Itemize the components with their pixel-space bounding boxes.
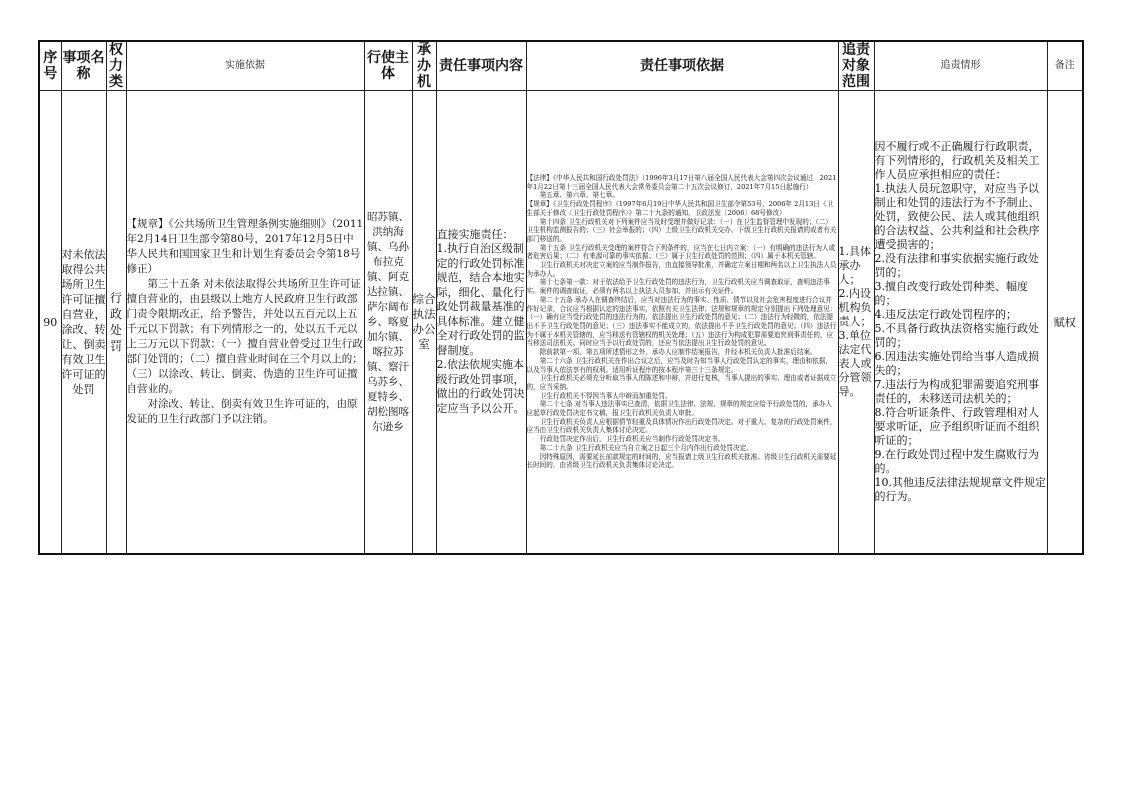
resp-line: 第十七条第一款：对于依法给予卫生行政处罚的违法行为，卫生行政机关应当调查取证，查明违法事实。案件的调查取证，必须有两名以上执法人员参加，并出示有关证件。 [526,278,830,296]
target-line: 3.单位法定代表人或分管领导。 [838,329,872,398]
row-type: 行政处罚 [106,91,126,555]
resp-line: 第五章、第六章、第七章。 [539,191,619,200]
header-content: 责任事项内容 [436,41,526,91]
cases-line: 因不履行或不正确履行行政职责，有下列情形的，行政机关及相关工作人员应承担相应的责任： [874,140,1040,181]
target-line: 2.内设机构负责人； [838,287,872,328]
resp-line: 第二十六条 卫生行政机关在作出合议之后，应当及时告知当事人行政处罚认定的事实、理由和依据，以及当事人依法享有的权利。适用听证程序的按本程序第三十三条规定。 [526,356,832,374]
basis-line: 第三十五条 对未依法取得公共场所卫生许可证擅自营业的，由县级以上地方人民政府卫生行政部门责令限期改正，给予警告，并处以五百元以上五千元以下罚款；有下列情形之一的，处以五千元以上三万元以下罚款：（一）擅自营业曾受过卫生行政部门处罚的；（二）擅自营业时间在三个月以上的；（三）以涂改、转让、倒卖、伪造的卫生许可证擅自营业的。 [126,278,363,395]
row-org: 综合执法办公室 [412,91,436,555]
header-basis: 实施依据 [126,41,364,91]
header-row [39,41,1083,91]
cases-line: 3.擅自改变行政处罚种类、幅度的； [874,280,1028,307]
cases-line: 2.没有法律和事实依据实施行政处罚的； [874,252,1039,279]
basis-line: 【规章】《公共场所卫生管理条例实施细则》（2011年2月14日卫生部令第80号，2017年12月5日中华人民共和国国家卫生和计划生育委员会令第18号修正） [126,218,364,275]
header-cases: 追责情形 [874,41,1047,91]
header-subject: 行使主体 [364,41,412,91]
row-resp-basis [526,91,838,555]
header-name: 事项名称 [61,41,106,91]
header-no: 序号 [39,41,61,91]
resp-line: 【规章】《卫生行政处罚程序》（1997年6月19日中华人民共和国卫生部令第53号，2006年 2月13日《卫生部关于修改〈卫生行政处罚程序〉》第二十九条的通知，卫政法发〔2006〕68号修改） [526,200,834,217]
row-note: 赋权 [1047,91,1083,555]
resp-line: 卫生行政机关不得因当事人申辩而加重处罚。 [539,391,672,400]
cases-line: 4.违反法定行政处罚程序的； [874,308,1017,321]
content-line: 2.依法依规实施本级行政处罚事项，做出的行政处罚决定应当予以公开。 [436,358,525,415]
target-line: 1.具体承办人； [838,245,871,286]
table-row [39,91,1083,555]
row-basis [126,91,364,555]
row-content [436,91,526,555]
cases-line: 10.其他违反法律法规规章文件规定的行为。 [874,476,1046,503]
resp-line: 卫生行政机关对决定立案的应当制作报告，由直接领导批准，并确定立案日期和两名以上卫生执法人员为承办人。 [526,261,837,278]
resp-line: 第十四条 卫生行政机关对下列案件应当及时受理并做好记录：（一）在卫生监督管理中发现的；（二）卫生机构监测报告的；（三）社会举报的；（四）上级卫生行政机关交办、下级卫生行政机关报请的或者有关部门移送的。 [526,217,837,243]
header-type: 权力类 [106,41,126,91]
row-cases [874,91,1047,555]
content-line: 直接实施责任： [436,227,514,241]
cases-line: 8.符合听证条件、行政管理相对人要求听证，应予组织听证而不组织听证的； [874,406,1040,447]
row-target [838,91,874,555]
resp-line: 第二十九条 卫生行政机关应当自立案之日起三个月内作出行政处罚决定。 [539,443,753,452]
basis-line: 对涂改、转让、倒卖有效卫生许可证的，由原发证的卫生行政部门予以注销。 [126,398,358,425]
cases-line: 7.违法行为构成犯罪需要追究刑事责任的，未移送司法机关的； [874,378,1039,405]
header-org: 承办机 [412,41,436,91]
row-subject: 昭苏镇、洪纳海镇、乌孙布拉克镇、阿克达拉镇、萨尔阔布乡、喀夏加尔镇、喀拉苏镇、察汗乌苏乡、夏特乡、胡松图喀尔逊乡 [364,91,412,555]
header-note: 备注 [1047,41,1083,91]
content-line: 1.执行自治区级制定的行政处罚标准规范，结合本地实际，细化、量化行政处罚裁量基准的具体标准。建立健全对行政处罚的监督制度。 [436,242,525,357]
row-no: 90 [39,91,61,555]
cases-line: 9.在行政处罚过程中发生腐败行为的。 [874,448,1039,475]
resp-line: 行政处罚决定作出后，卫生行政机关应当制作行政处罚决定书。 [539,435,725,444]
resp-line: 因特殊原因，需要延长前款规定的时间的，应当报请上级卫生行政机关批准。省级卫生行政机关需要延长时间的，由省级卫生行政机关负责集体讨论决定。 [526,452,837,470]
resp-line: 【法律】《中华人民共和国行政处罚法》（1996年3月17日第八届全国人民代表大会第四次会议通过 2021年1月22日第十三届全国人民代表大会常务委员会第二十五次会议修订，2021年7月15日起施行） [526,174,837,191]
resp-line: 除前款第一项、第五项所述情形之外，承办人应制作结案报告，并经本机关负责人批准后结案。 [539,348,817,357]
resp-line: 卫生行政机关负责人应根据情节轻重及具体情况作出行政处罚决定。对于重大、复杂的行政处罚案件，应当由卫生行政机关负责人集体讨论决定。 [526,417,837,435]
header-target: 追责对象范围 [838,41,874,91]
responsibility-table [38,40,1084,555]
resp-line: 卫生行政机关必须充分听取当事人的陈述和申辩，并进行复核，当事人提出的事实、理由或者证据成立的，应当采纳。 [526,374,837,391]
row-name: 对未依法取得公共场所卫生许可证擅自营业，涂改、转让、倒卖有效卫生许可证的处罚 [61,91,106,555]
header-resp-basis: 责任事项依据 [526,41,838,91]
resp-line: 第二十五条 承办人在调查终结后，应当对违法行为的事实、性质、情节以及社会危害程度进行合议并作好记录，合议应当根据认定的违法事实，依照有关卫生法律、法规和规章的规定分别提出下列处理意见：（一）确有应当受行政处罚的违法行为的，依法提出卫生行政处罚的意见；（二）违法行为轻微的，依法提出不予卫生行政处罚的意见；（三）违法事实不能成立的，依法提出不予卫生行政处罚的意见；（四）违法行为不属于本机关管辖的，应当移送有管辖权的机关处理；（五）违法行为构成犯罪需要追究刑事责任的，应当移送司法机关。同时应当予以行政处罚的，还应当依法提出卫生行政处罚的意见。 [526,295,837,348]
cases-line: 1.执法人员玩忽职守，对应当予以制止和处罚的违法行为不予制止、处罚，致使公民、法人或其他组织的合法权益、公共利益和社会秩序遭受损害的； [874,182,1040,251]
cases-line: 6.因违法实施处罚给当事人造成损失的； [874,350,1039,377]
resp-line: 第二十七条 对当事人违法事实已查清，依据卫生法律、法规、规章的规定应给予行政处罚的，承办人应起草行政处罚决定书文稿，报卫生行政机关负责人审批。 [526,400,832,418]
cases-line: 5.不具备行政执法资格实施行政处罚的； [874,322,1039,349]
resp-line: 第十五条 卫生行政机关受理的案件符合下列条件的，应当在七日内立案：（一）有明确的违法行为人或者危害后果；（二）有来源可靠的事实依据；（三）属于卫生行政处罚的范围；（四）属于本机关管辖。 [526,243,836,261]
